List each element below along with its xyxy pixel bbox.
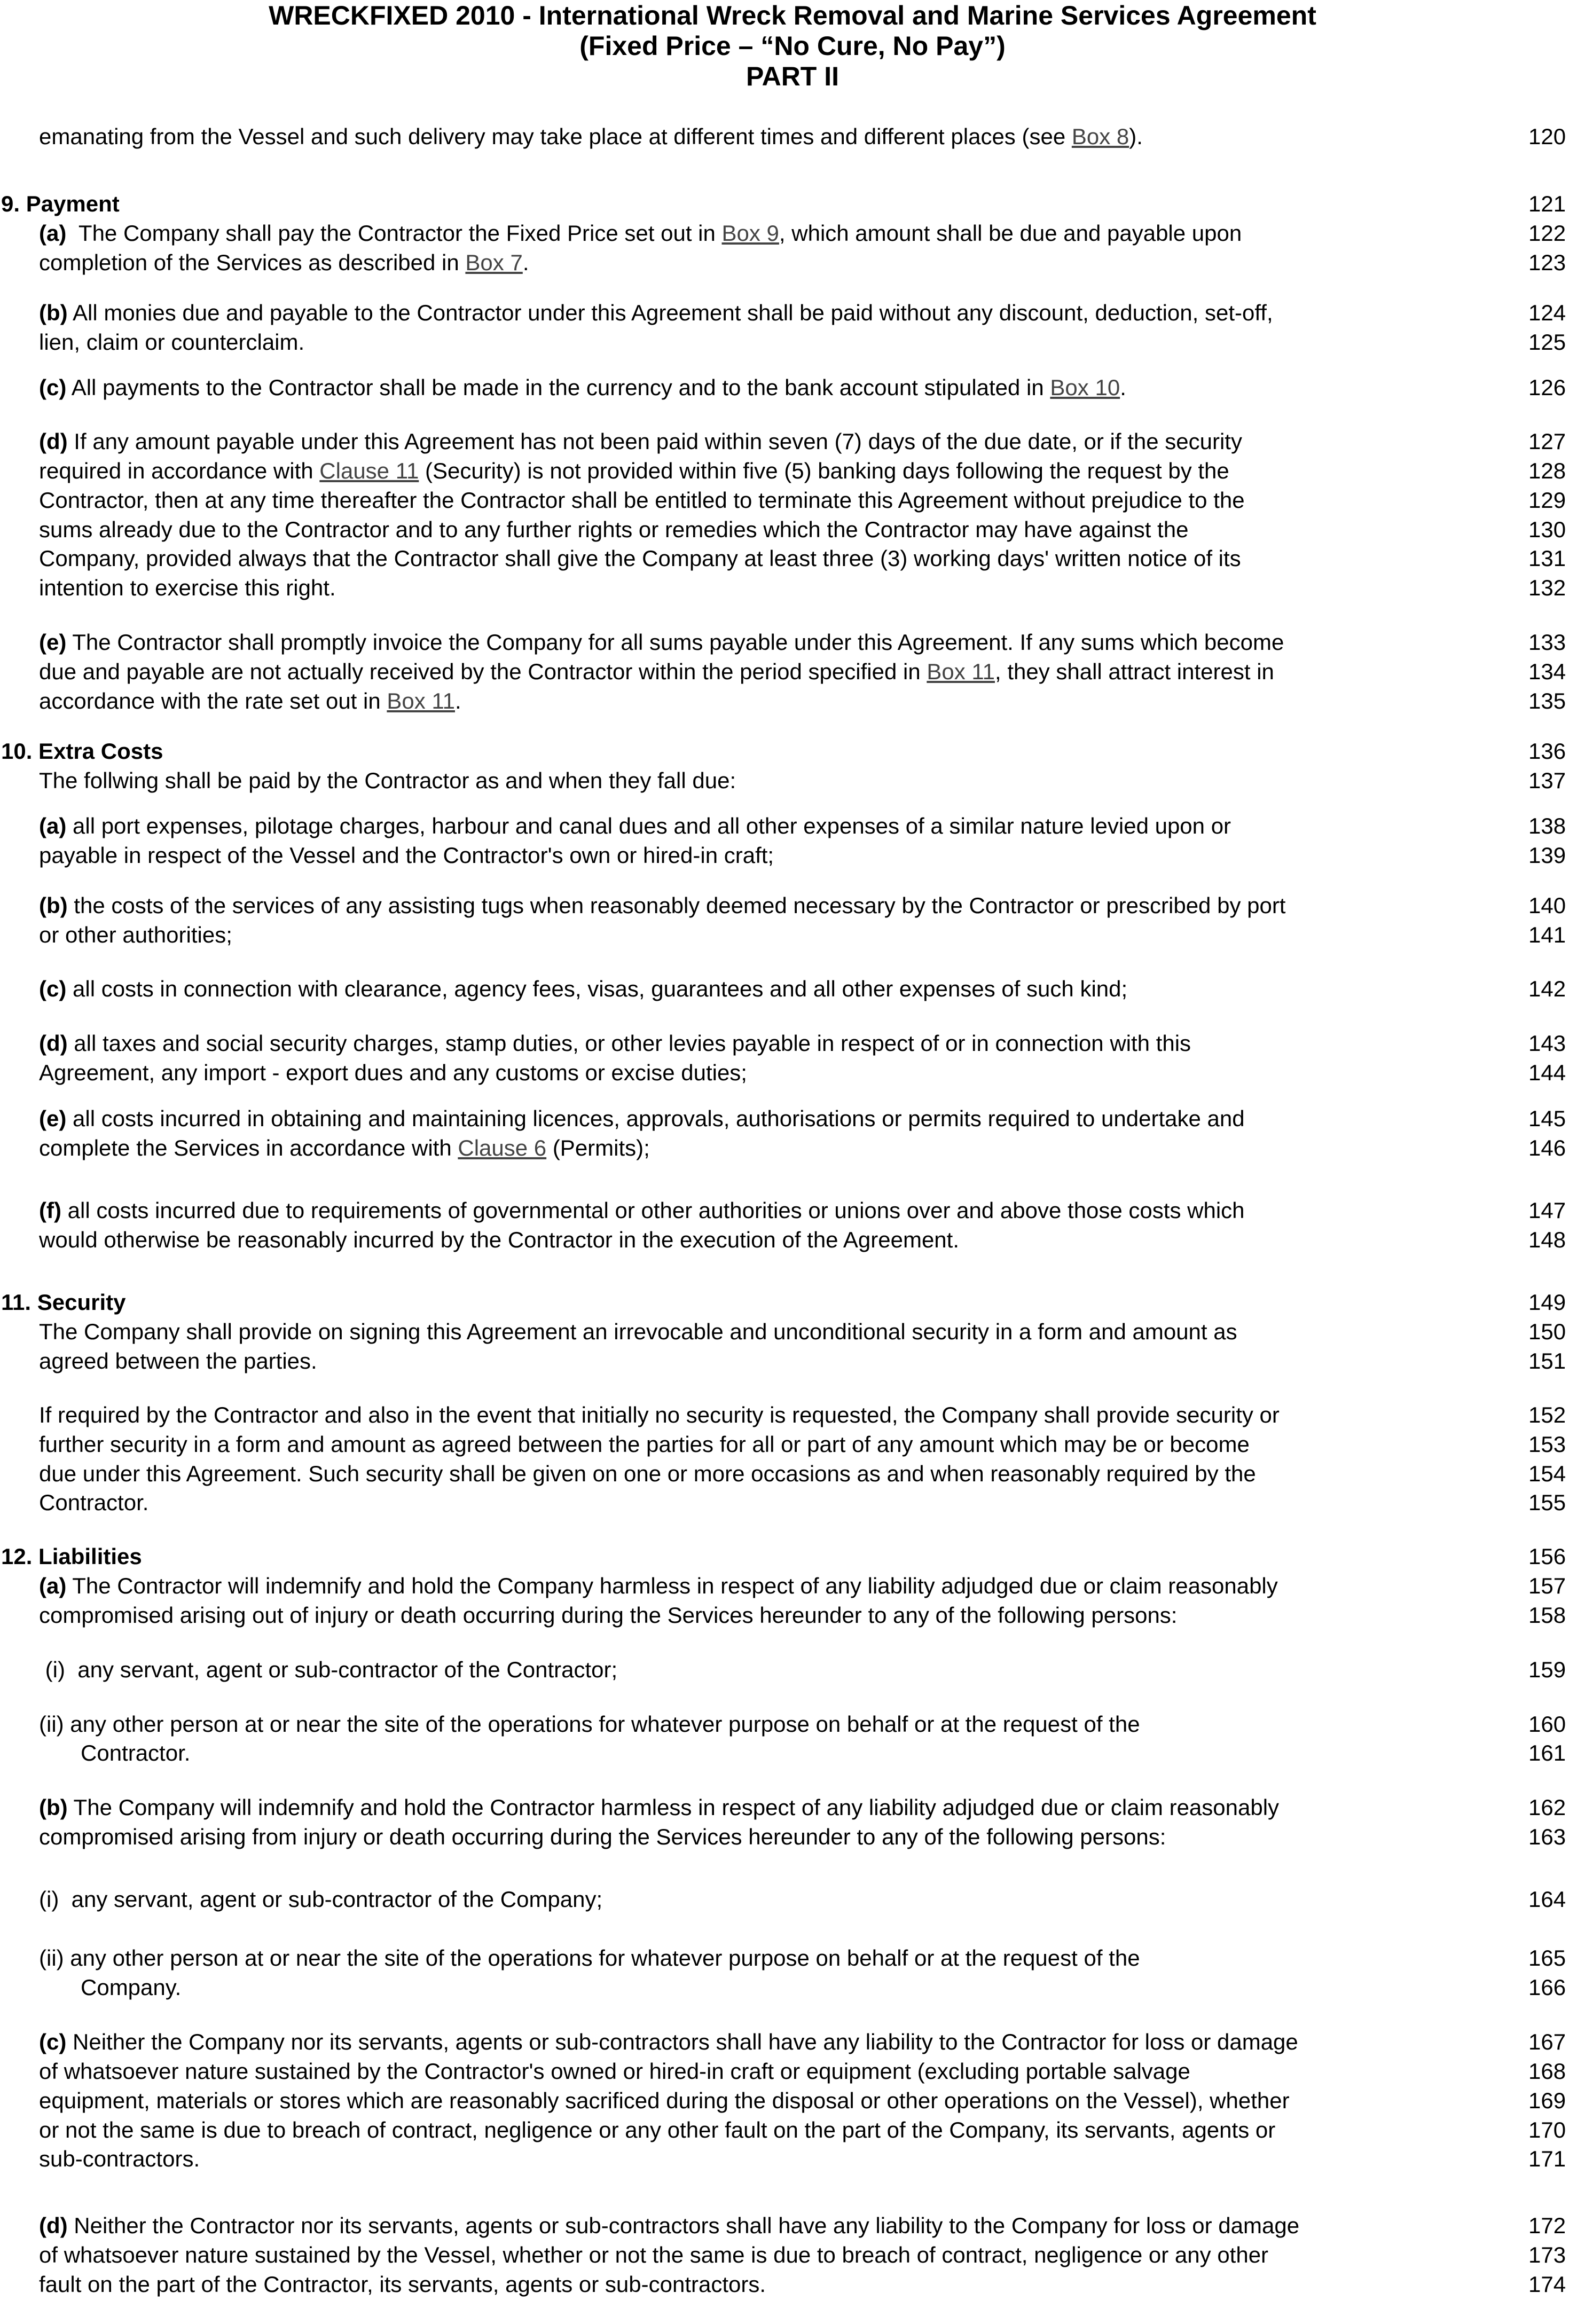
line-number: 123 [1528, 250, 1566, 275]
text-line [39, 299, 1273, 327]
line-number: 141 [1528, 922, 1566, 947]
text-line [39, 2145, 200, 2173]
text-line [39, 767, 736, 795]
text-run: (i) any servant, agent or sub-contractor of the Company; [39, 1887, 603, 1912]
line-number: 120 [1528, 124, 1566, 149]
text-run: compromised arising from injury or death occurring during the Services hereunder to any of the following persons: [39, 1824, 1166, 1849]
text-line [39, 812, 1231, 840]
line-number: 148 [1528, 1227, 1566, 1252]
text-run: equipment, materials or stores which are reasonably sacrificed during the disposal or other operations on the Vessel), whether [39, 2088, 1290, 2113]
line-number: 167 [1528, 2029, 1566, 2054]
text-line [39, 2087, 1290, 2115]
text-run: Agreement, any import - export dues and any customs or excise duties; [39, 1060, 747, 1085]
line-number: 156 [1528, 1544, 1566, 1569]
line-number: 171 [1528, 2146, 1566, 2171]
text-line [39, 1601, 1177, 1629]
subclause-label: (c) [39, 2029, 67, 2054]
text-run: The Contractor shall promptly invoice the Company for all sums payable under this Agreement. If any sums which become [66, 630, 1284, 655]
text-line [39, 1823, 1166, 1851]
text-run: Company, provided always that the Contractor shall give the Company at least three (3) working days' written notice of its [39, 546, 1241, 571]
text-line [39, 1347, 317, 1375]
line-number: 173 [1528, 2242, 1566, 2267]
line-number: 150 [1528, 1319, 1566, 1344]
text-run: the costs of the services of any assisting tugs when reasonably deemed necessary by the Contractor or prescribed by port [67, 893, 1286, 918]
text-run: or not the same is due to breach of contract, negligence or any other fault on the part of the Company, its servants, agents or [39, 2117, 1276, 2142]
text-line [81, 1739, 190, 1767]
cross-reference-link[interactable]: Clause 11 [319, 458, 419, 483]
text-line [39, 1105, 1245, 1133]
text-run: compromised arising out of injury or death occurring during the Services hereunder to any of the following persons: [39, 1603, 1178, 1628]
heading-text: 10. Extra Costs [1, 739, 163, 764]
text-line [39, 658, 1274, 686]
subclause-label: (c) [39, 976, 67, 1001]
line-number: 169 [1528, 2088, 1566, 2113]
text-line [39, 374, 1126, 402]
text-run: lien, claim or counterclaim. [39, 329, 305, 355]
line-number: 138 [1528, 813, 1566, 838]
text-run: required in accordance with [39, 458, 320, 483]
line-number: 133 [1528, 630, 1566, 655]
text-line [39, 123, 1143, 151]
text-line [39, 687, 461, 715]
line-number: 157 [1528, 1573, 1566, 1598]
subclause-label: (b) [39, 300, 68, 325]
text-run: all port expenses, pilotage charges, harbour and canal dues and all other expenses of a similar nature levied upon or [66, 813, 1231, 838]
document-part: PART II [746, 61, 839, 91]
text-line [81, 1974, 181, 2001]
subclause-label: (a) [39, 1573, 67, 1598]
text-line [39, 1318, 1237, 1346]
text-run: (ii) any other person at or near the site of the operations for whatever purpose on behalf or at the request of the [39, 1711, 1140, 1737]
text-line [39, 842, 774, 869]
line-number: 137 [1528, 768, 1566, 793]
line-number: 136 [1528, 739, 1566, 764]
subclause-label: (c) [39, 375, 67, 400]
text-run: ). [1129, 124, 1143, 149]
section-heading [1, 1289, 125, 1316]
text-line [39, 2116, 1275, 2144]
line-number: 122 [1528, 221, 1566, 246]
text-run: Contractor. [39, 1490, 149, 1515]
text-run: , they shall attract interest in [994, 659, 1274, 684]
line-number: 145 [1528, 1106, 1566, 1131]
line-number: 162 [1528, 1795, 1566, 1820]
text-run: complete the Services in accordance with [39, 1135, 458, 1160]
text-line [39, 1401, 1280, 1429]
text-run: The follwing shall be paid by the Contractor as and when they fall due: [39, 768, 736, 793]
line-number: 127 [1528, 429, 1566, 454]
line-number: 154 [1528, 1461, 1566, 1486]
line-number: 153 [1528, 1432, 1566, 1457]
line-number: 158 [1528, 1603, 1566, 1628]
line-number: 166 [1528, 1975, 1566, 2000]
line-number: 168 [1528, 2059, 1566, 2084]
text-run: If required by the Contractor and also in the event that initially no security is requested, the Company shall provide security or [39, 1402, 1280, 1427]
text-run: If any amount payable under this Agreement has not been paid within seven (7) days of the due date, or if the security [67, 429, 1242, 454]
text-line [39, 1059, 747, 1087]
text-run: all costs incurred due to requirements of governmental or other authorities or unions over and above those costs which [61, 1198, 1245, 1223]
line-number: 124 [1528, 300, 1566, 325]
section-heading [1, 737, 163, 765]
text-line [39, 1572, 1278, 1600]
text-line [39, 219, 1242, 247]
heading-text: 11. Security [1, 1290, 126, 1315]
line-number: 164 [1528, 1887, 1566, 1912]
line-number: 149 [1528, 1290, 1566, 1315]
line-number: 151 [1528, 1348, 1566, 1373]
line-number: 121 [1528, 191, 1566, 216]
text-line [39, 1431, 1250, 1458]
text-line [39, 545, 1241, 572]
text-run: of whatsoever nature sustained by the Vessel, whether or not the same is due to breach of contract, negligence or any other [39, 2242, 1269, 2267]
subclause-label: (f) [39, 1198, 61, 1223]
line-number: 131 [1528, 546, 1566, 571]
text-run: (Permits); [546, 1135, 650, 1160]
text-run: Neither the Company nor its servants, agents or sub-contractors shall have any liability to the Contractor for loss or damage [66, 2029, 1298, 2054]
text-line [39, 328, 304, 356]
text-run: all costs in connection with clearance, agency fees, visas, guarantees and all other expenses of such kind; [66, 976, 1128, 1001]
text-run: intention to exercise this right. [39, 575, 336, 600]
text-run: Company. [81, 1975, 182, 2000]
text-run: accordance with the rate set out in [39, 688, 387, 713]
text-line [39, 486, 1245, 514]
subclause-label: (d) [39, 2213, 68, 2238]
text-run: of whatsoever nature sustained by the Contractor's owned or hired-in craft or equipment (excluding portable salvage [39, 2059, 1190, 2084]
text-run: . [1120, 375, 1126, 400]
line-number: 155 [1528, 1490, 1566, 1515]
subclause-label: (d) [39, 429, 68, 454]
text-line [39, 1030, 1191, 1057]
subclause-label: (e) [39, 630, 67, 655]
line-number: 135 [1528, 688, 1566, 713]
text-line [39, 2028, 1298, 2056]
subclause-label: (b) [39, 893, 68, 918]
heading-text: 12. Liabilities [1, 1544, 142, 1569]
text-run: All payments to the Contractor shall be made in the currency and to the bank account stipulated in [66, 375, 1050, 400]
text-run: due and payable are not actually received by the Contractor within the period specified in [39, 659, 927, 684]
line-number: 140 [1528, 893, 1566, 918]
section-heading [1, 190, 120, 218]
text-run: . [522, 250, 529, 275]
cross-reference-link[interactable]: Box 11 [387, 688, 456, 713]
cross-reference-link[interactable]: Box 9 [721, 221, 779, 246]
text-run: fault on the part of the Contractor, its servants, agents or sub-contractors. [39, 2272, 766, 2297]
text-line [39, 1489, 148, 1517]
line-number: 125 [1528, 329, 1566, 355]
text-run: (ii) any other person at or near the site of the operations for whatever purpose on behalf or at the request of the [39, 1945, 1140, 1970]
text-line [39, 1134, 650, 1162]
cross-reference-link[interactable]: Clause 6 [458, 1135, 547, 1160]
line-number: 161 [1528, 1740, 1566, 1765]
text-run: further security in a form and amount as agreed between the parties for all or part of any amount which may be or become [39, 1432, 1250, 1457]
cross-reference-link[interactable]: Box 8 [1071, 124, 1129, 149]
subclause-label: (a) [39, 221, 67, 246]
line-number: 163 [1528, 1824, 1566, 1849]
line-number: 128 [1528, 458, 1566, 483]
text-line [39, 1710, 1140, 1738]
cross-reference-link[interactable]: Box 11 [927, 659, 995, 684]
text-line [39, 1944, 1140, 1972]
text-line [39, 249, 529, 277]
text-run: sub-contractors. [39, 2146, 200, 2171]
text-line [39, 457, 1229, 485]
text-line [39, 2241, 1268, 2269]
text-line [39, 1656, 617, 1684]
document-title: WRECKFIXED 2010 - International Wreck Removal and Marine Services Agreement [269, 1, 1316, 30]
line-number: 152 [1528, 1402, 1566, 1427]
text-run: , which amount shall be due and payable upon [779, 221, 1242, 246]
text-run: all taxes and social security charges, stamp duties, or other levies payable in respect of or in connection with this [67, 1031, 1191, 1056]
text-line [39, 975, 1127, 1003]
text-line [39, 629, 1284, 656]
text-run: agreed between the parties. [39, 1348, 317, 1373]
text-line [39, 428, 1242, 456]
text-line [39, 1197, 1245, 1224]
text-run: would otherwise be reasonably incurred by the Contractor in the execution of the Agreement. [39, 1227, 960, 1252]
text-line [39, 1226, 959, 1254]
line-number: 142 [1528, 976, 1566, 1001]
text-run: Contractor. [81, 1740, 191, 1765]
line-number: 146 [1528, 1135, 1566, 1160]
text-run: The Contractor will indemnify and hold the Company harmless in respect of any liability adjudged due or claim reasonably [66, 1573, 1278, 1598]
line-number: 174 [1528, 2272, 1566, 2297]
text-line [39, 921, 232, 949]
text-run: or other authorities; [39, 922, 232, 947]
text-run: payable in respect of the Vessel and the Contractor's own or hired-in craft; [39, 843, 774, 868]
text-run: The Company will indemnify and hold the Contractor harmless in respect of any liability adjudged due or claim reasonably [67, 1795, 1280, 1820]
text-run: The Company shall pay the Contractor the Fixed Price set out in [66, 221, 722, 246]
text-line [39, 2271, 766, 2298]
line-number: 160 [1528, 1711, 1566, 1737]
subclause-label: (a) [39, 813, 67, 838]
text-run: The Company shall provide on signing this Agreement an irrevocable and unconditional security in a form and amount as [39, 1319, 1237, 1344]
text-line [39, 1460, 1256, 1488]
line-number: 129 [1528, 488, 1566, 513]
line-number: 130 [1528, 517, 1566, 542]
text-line [39, 2058, 1190, 2085]
subclause-label: (e) [39, 1106, 67, 1131]
text-run: (Security) is not provided within five (5) banking days following the request by the [419, 458, 1229, 483]
text-run: emanating from the Vessel and such delivery may take place at different times and different places (see [39, 124, 1072, 149]
line-number: 147 [1528, 1198, 1566, 1223]
document-subtitle: (Fixed Price – “No Cure, No Pay”) [579, 31, 1006, 61]
line-number: 139 [1528, 843, 1566, 868]
line-number: 132 [1528, 575, 1566, 600]
line-number: 143 [1528, 1031, 1566, 1056]
text-line [39, 1886, 602, 1913]
text-run: completion of the Services as described in [39, 250, 466, 275]
heading-text: 9. Payment [1, 191, 120, 216]
subclause-label: (d) [39, 1031, 68, 1056]
line-number: 159 [1528, 1657, 1566, 1682]
text-run: Neither the Contractor nor its servants, agents or sub-contractors shall have any liability to the Company for loss or damage [67, 2213, 1300, 2238]
text-run: sums already due to the Contractor and to any further rights or remedies which the Contractor may have against the [39, 517, 1189, 542]
line-number: 165 [1528, 1945, 1566, 1970]
line-number: 126 [1528, 375, 1566, 400]
text-run: due under this Agreement. Such security shall be given on one or more occasions as and when reasonably required by the [39, 1461, 1256, 1486]
line-number: 172 [1528, 2213, 1566, 2238]
line-number: 170 [1528, 2117, 1566, 2142]
text-line [39, 1794, 1279, 1821]
section-heading [1, 1543, 142, 1571]
text-run: All monies due and payable to the Contractor under this Agreement shall be paid without any discount, deduction, set-off, [67, 300, 1273, 325]
text-run: . [455, 688, 461, 713]
subclause-label: (b) [39, 1795, 68, 1820]
text-run: (i) any servant, agent or sub-contractor of the Contractor; [39, 1657, 618, 1682]
text-line [39, 516, 1188, 544]
text-line [39, 892, 1285, 920]
text-run: all costs incurred in obtaining and maintaining licences, approvals, authorisations or permits required to undertake and [66, 1106, 1245, 1131]
cross-reference-link[interactable]: Box 7 [465, 250, 523, 275]
text-line [39, 2212, 1299, 2240]
cross-reference-link[interactable]: Box 10 [1050, 375, 1120, 400]
line-number: 134 [1528, 659, 1566, 684]
line-number: 144 [1528, 1060, 1566, 1085]
text-run: Contractor, then at any time thereafter the Contractor shall be entitled to terminate this Agreement without prejudice to the [39, 488, 1245, 513]
text-line [39, 574, 336, 602]
